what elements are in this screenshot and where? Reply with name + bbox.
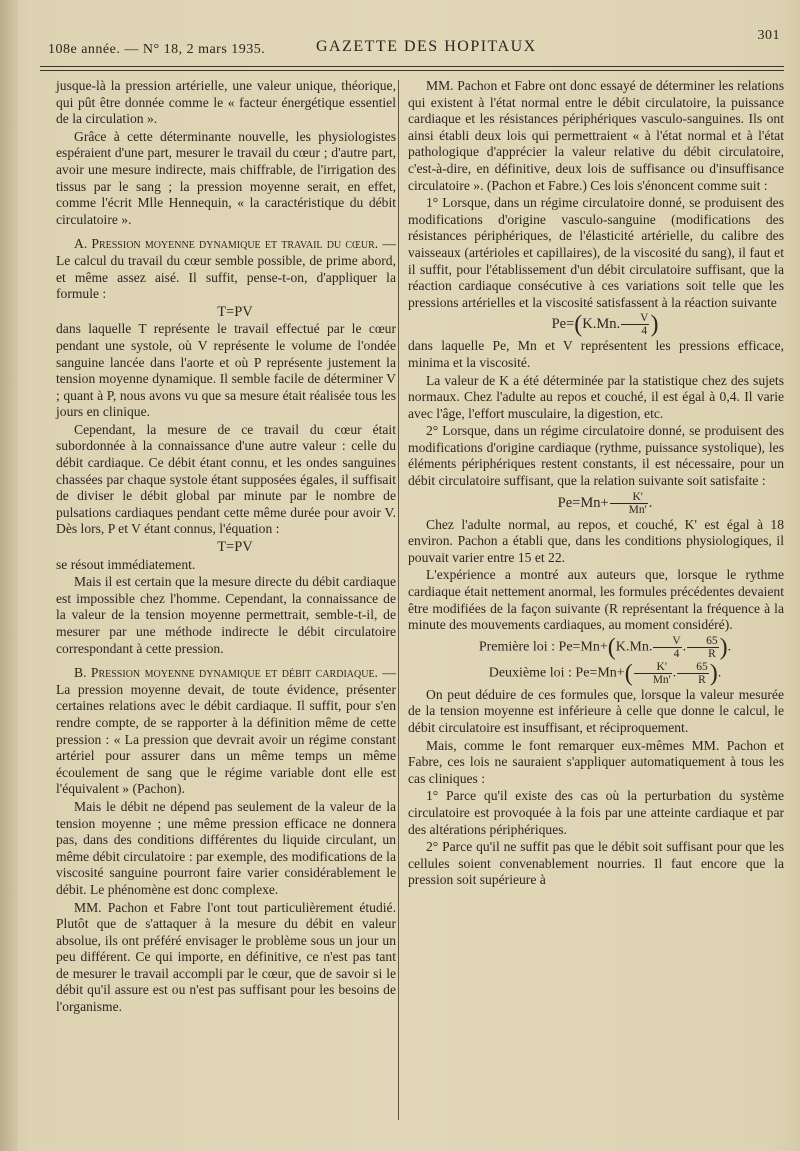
paren-open: ( xyxy=(574,311,583,338)
formula-first-law xyxy=(408,312,784,337)
paragraph: 2° Lorsque, dans un régime circulatoire donné, se produisent des modifications d'origine cardiaque (rythme, puissance systolique), les éléments périphériques restent constants, il est nécessaire, pour un débit circulatoire suffisant, que la relation suivante soit satisfaite : xyxy=(408,423,784,489)
paren-open: ( xyxy=(607,634,616,661)
law-two: Deuxième loi : Pe=Mn+( $\frac{K'}{Mn'}$ . $\frac{65}{R}$ ). xyxy=(488,660,722,687)
denominator: 4 xyxy=(673,647,680,660)
numerator: K' xyxy=(610,491,648,504)
paragraph: 1° Parce qu'il existe des cas où la perturbation du système circulatoire est provoquée à la fois par une atteinte cardiaque et par des altérations périphériques. xyxy=(408,788,784,837)
denominator: R xyxy=(698,673,706,686)
numerator: K' xyxy=(634,661,672,674)
formula-inner: K.Mn. xyxy=(582,316,621,333)
section-b-text: — La pression moyenne devait, de toute évidence, présenter certaines relations avec le débit cardiaque. Il suffit, pour s'en rendre compte, de se rapporter à la définition même de cette pression : « La pression que devrait avoir un régime constant artériel pour assurer dans un même temps un même écoulement de sang que le régime variable dont elle est l'équivalent » (Pachon). xyxy=(56,665,397,797)
paragraph: se résout immédiatement. xyxy=(56,556,196,572)
header-rule-bottom xyxy=(40,70,784,71)
denominator: 4 xyxy=(641,325,648,338)
fraction xyxy=(610,491,648,516)
formula-lhs: Pe= xyxy=(551,316,575,333)
paragraph: MM. Pachon et Fabre ont donc essayé de déterminer les relations qui existent à l'état normal entre le débit circulatoire, la puissance cardiaque et les résistances périphériques vasculo-sanguines. Ils ont ainsi établi deux lois qui permettraient « à l'état normal et à l'état pathologique d'apprécier la valeur relative du débit circulatoire, c'est-à-dire, en définitive, deux lois de suffisance ou d'insuffisance circulatoire ». (Pachon et Fabre.) Ces lois s'énoncent comme suit : xyxy=(408,78,784,193)
paren-close: ) xyxy=(719,634,728,661)
journal-title: GAZETTE DES HOPITAUX xyxy=(316,38,537,55)
paragraph: dans laquelle Pe, Mn et V représentent les pressions efficace, minima et la viscosité. xyxy=(408,338,784,370)
formula-t-pv-2: T=PV xyxy=(217,539,253,556)
header-rule-top xyxy=(40,66,784,67)
paragraph: Mais le débit ne dépend pas seulement de la valeur de la tension moyenne ; une même pression efficace ne donnera pas, dans des conditions différentes du liquide circulant, un même débit circulatoire : par exemple, des modifications de la viscosité sanguine pourront faire varier considérablement le débit. Le phénomène est donc complexe. xyxy=(56,798,396,897)
paragraph: Mais, comme le font remarquer eux-mêmes MM. Pachon et Fabre, ces lois ne sauraient s'appliquer automatiquement à tous les cas cliniques : xyxy=(408,737,784,786)
fraction xyxy=(677,661,709,686)
numerator: V xyxy=(621,312,649,325)
law-label: Première loi : Pe=Mn+ xyxy=(478,639,608,655)
formula-second-law: Pe=Mn+ $\frac{K'}{Mn'}$ . xyxy=(557,490,653,516)
column-divider xyxy=(398,80,399,1120)
left-column xyxy=(56,78,396,1017)
law-one: Première loi : Pe=Mn+(K.Mn. $\frac{V}{4}$ . $\frac{65}{R}$ ). xyxy=(478,634,732,661)
page-edge-shadow xyxy=(0,0,18,1151)
section-a-title: A. Pression moyenne dynamique et travail du cœur. xyxy=(74,236,379,252)
fraction xyxy=(634,661,672,686)
numerator: 65 xyxy=(687,635,719,648)
paren-close: ) xyxy=(650,311,659,338)
law-inner: K.Mn. xyxy=(615,639,653,655)
page-number: 301 xyxy=(757,28,780,43)
numerator: V xyxy=(653,635,681,648)
denominator: R xyxy=(708,647,716,660)
section-a xyxy=(56,236,396,302)
denominator: Mn' xyxy=(652,673,671,686)
paragraph: Mais il est certain que la mesure directe du débit cardiaque est impossible chez l'homme. Cependant, la connaissance de la valeur de la tension moyenne permettrait, semble-t-il, de mesurer par une méthode indirecte le débit circulatoire correspondant à cette pression. xyxy=(56,574,396,656)
paragraph: L'expérience a montré aux auteurs que, lorsque le rythme cardiaque était nettement anormal, les formules précédentes devaient être modifiées de la façon suivante (R représentant la fréquence à la minute des mouvements cardiaques, au moment considéré). xyxy=(408,567,784,633)
section-a-text: — Le calcul du travail du cœur semble possible, de prime abord, et même assez aisé. Il suffit, pense-t-on, d'appliquer la formule : xyxy=(56,236,396,302)
formula-t-pv: T=PV xyxy=(217,303,253,320)
law-label: Deuxième loi : Pe=Mn+ xyxy=(488,665,625,681)
fraction xyxy=(687,635,719,660)
paragraph: 2° Parce qu'il ne suffit pas que le débit soit suffisant pour que les cellules soient convenablement nourries. Il faut encore que la pression soit supérieure à xyxy=(408,839,784,888)
section-b-title: B. Pression moyenne dynamique et débit cardiaque. xyxy=(74,665,378,681)
paren-open: ( xyxy=(624,660,633,687)
paragraph: MM. Pachon et Fabre l'ont tout particulièrement étudié. Plutôt que de s'attaquer à la mesure du débit en valeur absolue, ils ont préféré envisager le problème sous un jour un peu différent. Ce qui importe, en définitive, ce n'est pas tant de mesurer le travail accompli par le cœur, que de savoir si le débit qu'il assure est ou n'est pas suffisant pour les besoins de l'organisme. xyxy=(56,899,396,1015)
paragraph: La valeur de K a été déterminée par la statistique chez des sujets normaux. Chez l'adulte au repos et couché, il est égal à 0,4. Il varie avec l'âge, l'effort musculaire, la digestion, etc. xyxy=(408,372,784,421)
paragraph: jusque-là la pression artérielle, une valeur unique, théorique, qui pût être donnée comme le « facteur énergétique essentiel de la circulation ». xyxy=(56,78,396,127)
denominator: Mn' xyxy=(628,503,647,516)
paragraph: dans laquelle T représente le travail effectué par le cœur pendant une systole, où V représente le volume de l'ondée sanguine lancée dans l'aorte et où P représente justement la tension moyenne dynamique. Il semble facile de déterminer V ; quant à P, nous avons vu que sa mesure était réalisée tous les jours en clinique. xyxy=(56,321,396,420)
paragraph: On peut déduire de ces formules que, lorsque la valeur mesurée de la tension moyenne est inférieure à celle que donne le calcul, le débit circulatoire est insuffisant, et réciproquement. xyxy=(408,686,784,735)
paragraph: 1° Lorsque, dans un régime circulatoire donné, se produisent des modifications d'origine vasculo-sanguine (modifications des résistances périphériques, de l'élasticité artérielle, du calibre des vaisseaux (artérioles et capillaires), de la viscosité du sang), il faut et il suffit, pour l'établissement d'un débit circulatoire suffisant, que la réaction cardiaque consécutive à ces variations soit telle que les pressions artérielles et la viscosité satisfassent à la réaction suivante xyxy=(408,195,784,310)
formula-lhs: Pe=Mn+ xyxy=(557,494,609,511)
right-column xyxy=(408,78,784,890)
numerator: 65 xyxy=(677,661,709,674)
paragraph: Chez l'adulte normal, au repos, et couché, K' est égal à 18 environ. Pachon a établi que, dans les conditions physiologiques, il pouvait varier entre 15 et 22. xyxy=(408,516,784,565)
issue-info: 108e année. — N° 18, 2 mars 1935. xyxy=(48,42,266,57)
fraction xyxy=(653,635,681,660)
paren-close: ) xyxy=(709,660,718,687)
section-b xyxy=(56,665,396,798)
page-header xyxy=(48,28,780,62)
paragraph: Grâce à cette déterminante nouvelle, les physiologistes espéraient d'une part, mesurer le travail du cœur ; d'autre part, avoir une mesure indirecte, mais chiffrable, de l'irrigation des tissus par le sang ; la pression moyenne serait, en effet, comme l'écrit Mlle Hennequin, « la caractéristique du débit circulatoire ». xyxy=(56,128,396,227)
fraction xyxy=(621,312,649,337)
paragraph: Cependant, la mesure de ce travail du cœur était subordonnée à la connaissance d'une autre valeur : celle du débit cardiaque. Ce débit étant connu, et les ondes sanguines chassées par chaque systole étant supposées égales, il suffisait de diviser le débit global par minute par le nombre de pulsations cardiaques pendant cette même durée pour avoir V. Dès lors, P et V étant connus, l'équation : xyxy=(56,421,396,537)
